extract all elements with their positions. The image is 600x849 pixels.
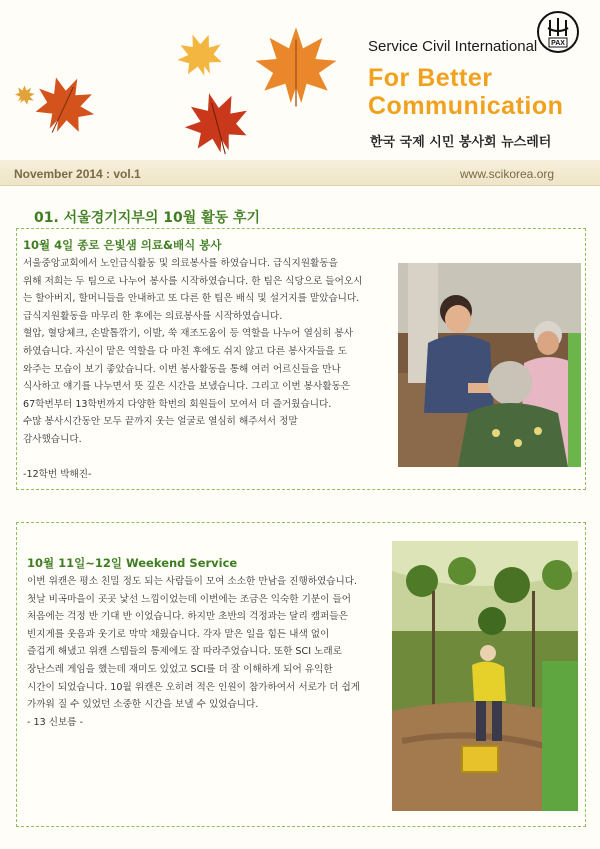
headline	[368, 64, 563, 120]
logo-text: PAX	[551, 40, 565, 47]
maple-leaf-icon	[250, 22, 342, 110]
article-line: 시간이 되었습니다. 10월 위캔은 오히려 적은 인원이 참가하여서 서로가 더 쉽게	[27, 681, 361, 693]
article-line: - 13 신보름 -	[27, 716, 84, 728]
section-title: 01. 서울경기지부의 10월 활동 후기	[34, 210, 261, 226]
volunteer-care-photo	[398, 263, 581, 467]
article-title: 10월 4일 종로 은빛샘 의료&배식 봉사	[23, 238, 222, 252]
article-line: 장난스레 게임을 했는데 재미도 있었고 SCI를 더 잘 이해하게 되어 유익한	[27, 663, 333, 675]
article-line: 이번 위캔은 평소 친밀 정도 되는 사람들이 모여 소소한 만남을 진행하였습니다.	[27, 576, 358, 587]
article-line: 서울중앙교회에서 노인급식활동 및 의료봉사를 하였습니다. 급식지원활동을	[23, 258, 338, 269]
sci-pax-logo	[536, 10, 580, 54]
article-box	[16, 228, 586, 490]
article-box	[16, 522, 586, 827]
maple-leaf-icon	[19, 60, 110, 149]
article-line: 감사했습니다.	[23, 433, 82, 445]
article-line: 수많 봉사시간동안 모두 끝까지 웃는 얼굴로 열심히 해주셔서 정말	[23, 416, 298, 428]
article-line: 혈압, 혈당체크, 손발톱깎기, 이발, 쑥 재조도움이 등 역할을 나누어 열심히 봉사	[23, 328, 353, 340]
article-line: 빈지게를 웃음과 웃기로 막막 채웠습니다. 각자 맡은 일을 힘든 내색 없이	[27, 628, 330, 640]
maple-leaf-icon	[168, 23, 232, 87]
article-line: 가까워 질 수 있었던 소중한 시간을 보낼 수 있었습니다.	[27, 699, 259, 711]
article-line: 위해 저희는 두 팀으로 나누어 봉사를 시작하였습니다. 한 팀은 식당으로 들어오시	[23, 275, 363, 287]
article-title: 10월 11일~12일 Weekend Service	[27, 556, 238, 570]
newsletter-subtitle: 한국 국제 시민 봉사회 뉴스레터	[370, 135, 552, 150]
article-line: 처음에는 걱정 반 기대 반 이었습니다. 하지만 초반의 걱정과는 달리 캠퍼들은	[27, 611, 348, 623]
organization-name: Service Civil International	[368, 38, 538, 55]
article-line: 식사하고 얘기를 나누면서 뜻 깊은 시간을 보냈습니다. 그리고 이번 봉사활동은	[23, 381, 351, 393]
article-signature: -12학번 박해진-	[23, 469, 92, 481]
headline-line-2: Communication	[368, 92, 564, 120]
website-url[interactable]: www.scikorea.org	[460, 167, 555, 181]
maple-leaf-icon	[172, 80, 262, 167]
article-line: 즐겁게 해냈고 위캔 스텝들의 통제에도 잘 따라주었습니다. 또한 SCI 노래로	[27, 646, 342, 658]
article-line: 는 할아버지, 할머니들을 안내하고 또 다른 한 팀은 배식 및 설거지를 맡았습니다.	[23, 293, 360, 305]
headline-line-1: For Better	[368, 64, 493, 92]
article-line: 67학번부터 13학번까지 다양한 학번의 회원들이 모여서 더 즐거웠습니다.	[23, 398, 332, 410]
article-line: 와주는 모습이 보기 좋았습니다. 이번 봉사활동을 통해 여러 어르신들을 만나	[23, 363, 341, 375]
issue-label: November 2014 : vol.1	[14, 167, 141, 181]
article-body	[27, 573, 393, 731]
article-line: 하였습니다. 자신이 맡은 역할을 다 마친 후에도 쉬지 않고 다른 봉사자들을 도	[23, 345, 347, 357]
article-body	[23, 255, 403, 484]
article-line: 급식지원활동을 마무리 한 후에는 의료봉사를 시작하였습니다.	[23, 310, 283, 322]
article-line: 첫날 비곡마을이 곳곳 낯선 느낌이었는데 이번에는 조금은 익숙한 기분이 들어	[27, 593, 352, 605]
farm-work-photo	[392, 541, 578, 811]
